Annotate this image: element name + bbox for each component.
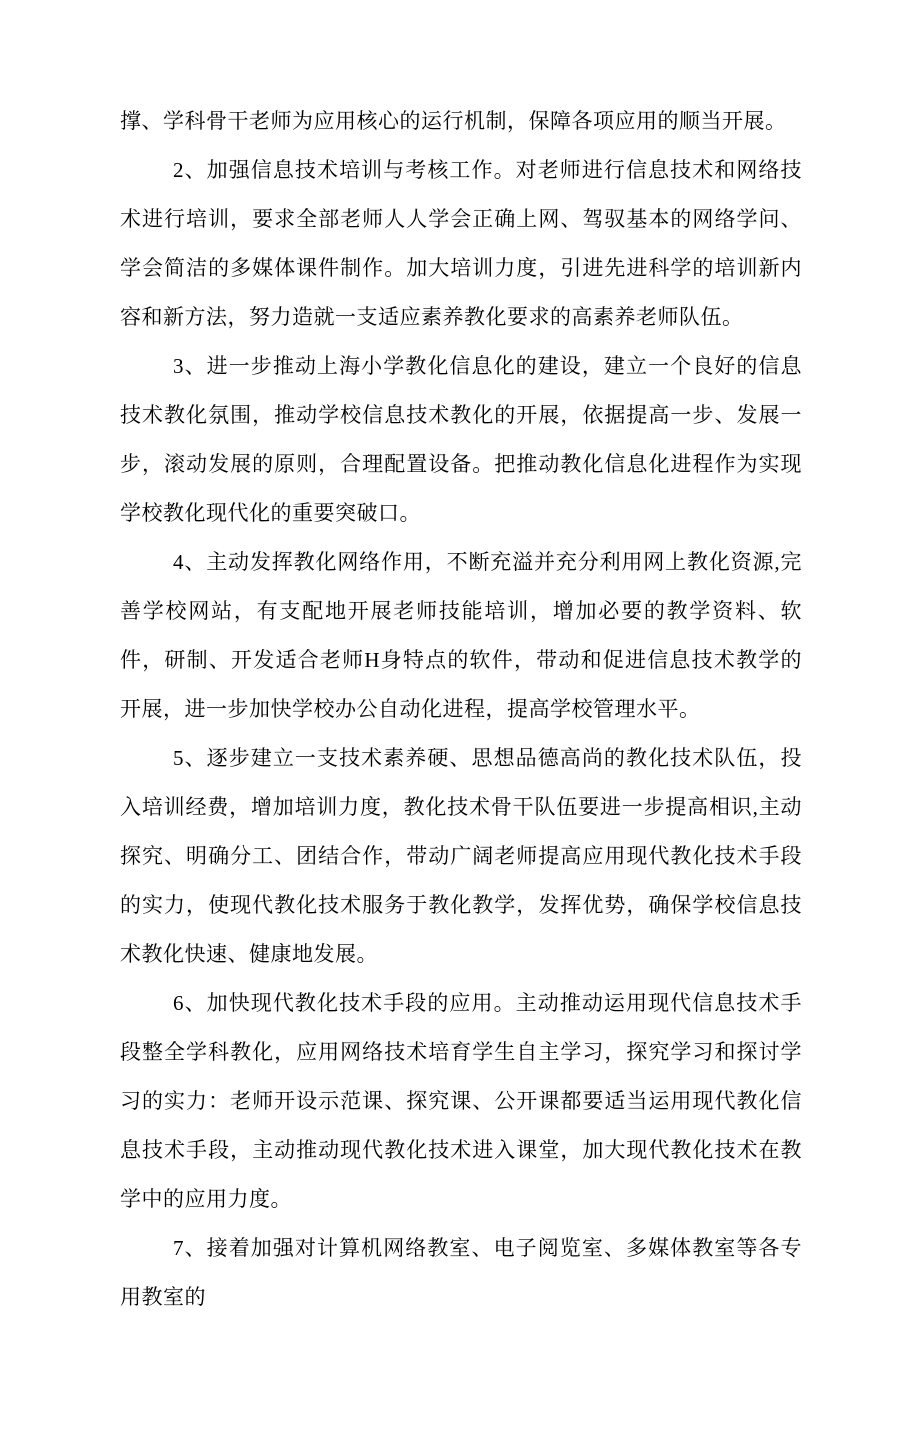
paragraph: 3、进一步推动上海小学教化信息化的建设，建立一个良好的信息技术教化氛围，推动学校信息技术教化的开展，依据提高一步、发展一步，滚动发展的原则，合理配置设备。把推动教化信息化进程作为实现学校教化现代化的重要突破口。 [120,354,802,525]
document-body [120,97,802,1322]
paragraph: 2、加强信息技术培训与考核工作。对老师进行信息技术和网络技术进行培训，要求全部老师人人学会正确上网、驾驭基本的网络学问、学会简洁的多媒体课件制作。加大培训力度，引进先进科学的培训新内容和新方法，努力造就一支适应素养教化要求的高素养老师队伍。 [120,158,802,329]
paragraph: 5、逐步建立一支技术素养硬、思想品德高尚的教化技术队伍，投入培训经费，增加培训力度，教化技术骨干队伍要进一步提高相识,主动探究、明确分工、团结合作，带动广阔老师提高应用现代教化技术手段的实力，使现代教化技术服务于教化教学，发挥优势，确保学校信息技术教化快速、健康地发展。 [120,746,802,966]
paragraph: 7、接着加强对计算机网络教室、电子阅览室、多媒体教室等各专用教室的 [120,1236,802,1309]
paragraph: 4、主动发挥教化网络作用，不断充溢并充分利用网上教化资源,完善学校网站，有支配地开展老师技能培训，增加必要的教学资料、软件，研制、开发适合老师H身特点的软件，带动和促进信息技术教学的开展，进一步加快学校办公自动化进程，提高学校管理水平。 [120,550,802,721]
paragraph: 6、加快现代教化技术手段的应用。主动推动运用现代信息技术手段整全学科教化，应用网络技术培育学生自主学习，探究学习和探讨学习的实力：老师开设示范课、探究课、公开课都要适当运用现代教化信息技术手段，主动推动现代教化技术进入课堂，加大现代教化技术在教学中的应用力度。 [120,991,802,1211]
paragraph: 撑、学科骨干老师为应用核心的运行机制，保障各项应用的顺当开展。 [120,109,787,133]
